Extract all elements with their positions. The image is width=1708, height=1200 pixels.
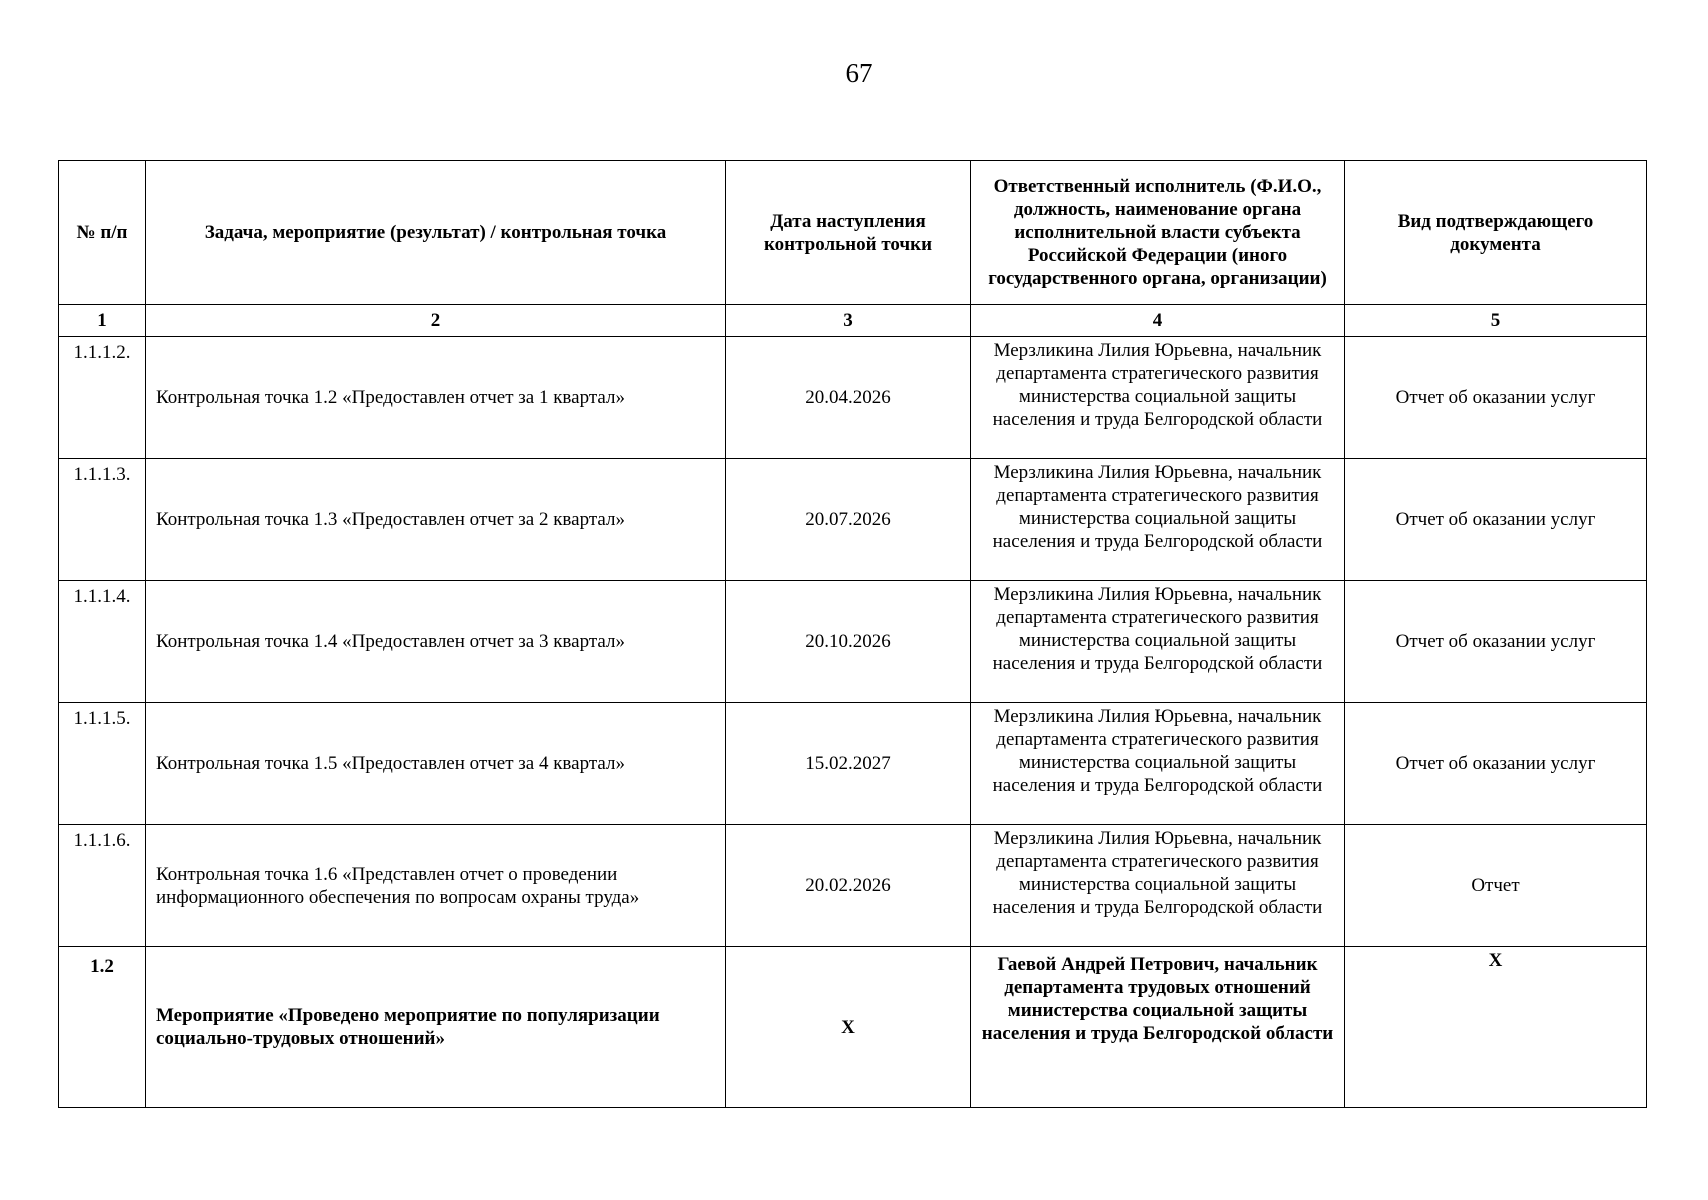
row-task: Контрольная точка 1.2 «Предоставлен отчет за 1 квартал» xyxy=(146,337,726,459)
row-task: Контрольная точка 1.6 «Представлен отчет о проведении информационного обеспечения по вопросам охраны труда» xyxy=(146,825,726,947)
header-number: № п/п xyxy=(59,161,146,305)
column-number-row xyxy=(59,305,1647,337)
row-responsible: Мерзликина Лилия Юрьевна, начальник департамента стратегического развития министерства социальной защиты населения и труда Белгородской области xyxy=(971,581,1345,703)
row-document: Отчет xyxy=(1345,825,1647,947)
row-date: 20.10.2026 xyxy=(726,581,971,703)
header-document: Вид подтверждающего документа xyxy=(1345,161,1647,305)
table-row xyxy=(59,825,1647,947)
table-row xyxy=(59,581,1647,703)
row-responsible: Мерзликина Лилия Юрьевна, начальник департамента стратегического развития министерства социальной защиты населения и труда Белгородской области xyxy=(971,825,1345,947)
row-task: Контрольная точка 1.3 «Предоставлен отчет за 2 квартал» xyxy=(146,459,726,581)
row-responsible: Гаевой Андрей Петрович, начальник департамента трудовых отношений министерства социальной защиты населения и труда Белгородской области xyxy=(971,947,1345,1108)
header-date: Дата наступления контрольной точки xyxy=(726,161,971,305)
row-responsible: Мерзликина Лилия Юрьевна, начальник департамента стратегического развития министерства социальной защиты населения и труда Белгородской области xyxy=(971,459,1345,581)
row-date: Х xyxy=(726,947,971,1108)
row-date: 20.07.2026 xyxy=(726,459,971,581)
row-number: 1.1.1.3. xyxy=(59,459,146,581)
header-responsible: Ответственный исполнитель (Ф.И.О., должность, наименование органа исполнительной власти субъекта Российской Федерации (иного государственного органа, организации) xyxy=(971,161,1345,305)
column-number: 3 xyxy=(726,305,971,337)
column-number: 5 xyxy=(1345,305,1647,337)
column-number: 1 xyxy=(59,305,146,337)
row-date: 20.02.2026 xyxy=(726,825,971,947)
row-document: Х xyxy=(1345,947,1647,1108)
column-number: 4 xyxy=(971,305,1345,337)
row-task: Контрольная точка 1.5 «Предоставлен отчет за 4 квартал» xyxy=(146,703,726,825)
table-row xyxy=(59,703,1647,825)
row-task: Контрольная точка 1.4 «Предоставлен отчет за 3 квартал» xyxy=(146,581,726,703)
row-task: Мероприятие «Проведено мероприятие по популяризации социально-трудовых отношений» xyxy=(146,947,726,1108)
header-task: Задача, мероприятие (результат) / контрольная точка xyxy=(146,161,726,305)
row-number: 1.1.1.4. xyxy=(59,581,146,703)
row-responsible: Мерзликина Лилия Юрьевна, начальник департамента стратегического развития министерства социальной защиты населения и труда Белгородской области xyxy=(971,703,1345,825)
row-number: 1.1.1.5. xyxy=(59,703,146,825)
row-number: 1.2 xyxy=(59,947,146,1108)
row-number: 1.1.1.6. xyxy=(59,825,146,947)
table-row xyxy=(59,459,1647,581)
control-points-table xyxy=(58,160,1647,1108)
row-date: 20.04.2026 xyxy=(726,337,971,459)
column-number: 2 xyxy=(146,305,726,337)
row-date: 15.02.2027 xyxy=(726,703,971,825)
row-document: Отчет об оказании услуг xyxy=(1345,337,1647,459)
row-document: Отчет об оказании услуг xyxy=(1345,703,1647,825)
row-document: Отчет об оказании услуг xyxy=(1345,581,1647,703)
page-number: 67 xyxy=(845,58,873,88)
row-responsible: Мерзликина Лилия Юрьевна, начальник департамента стратегического развития министерства социальной защиты населения и труда Белгородской области xyxy=(971,337,1345,459)
row-document: Отчет об оказании услуг xyxy=(1345,459,1647,581)
table-header-row xyxy=(59,161,1647,305)
row-number: 1.1.1.2. xyxy=(59,337,146,459)
table-row xyxy=(59,947,1647,1108)
table-row xyxy=(59,337,1647,459)
